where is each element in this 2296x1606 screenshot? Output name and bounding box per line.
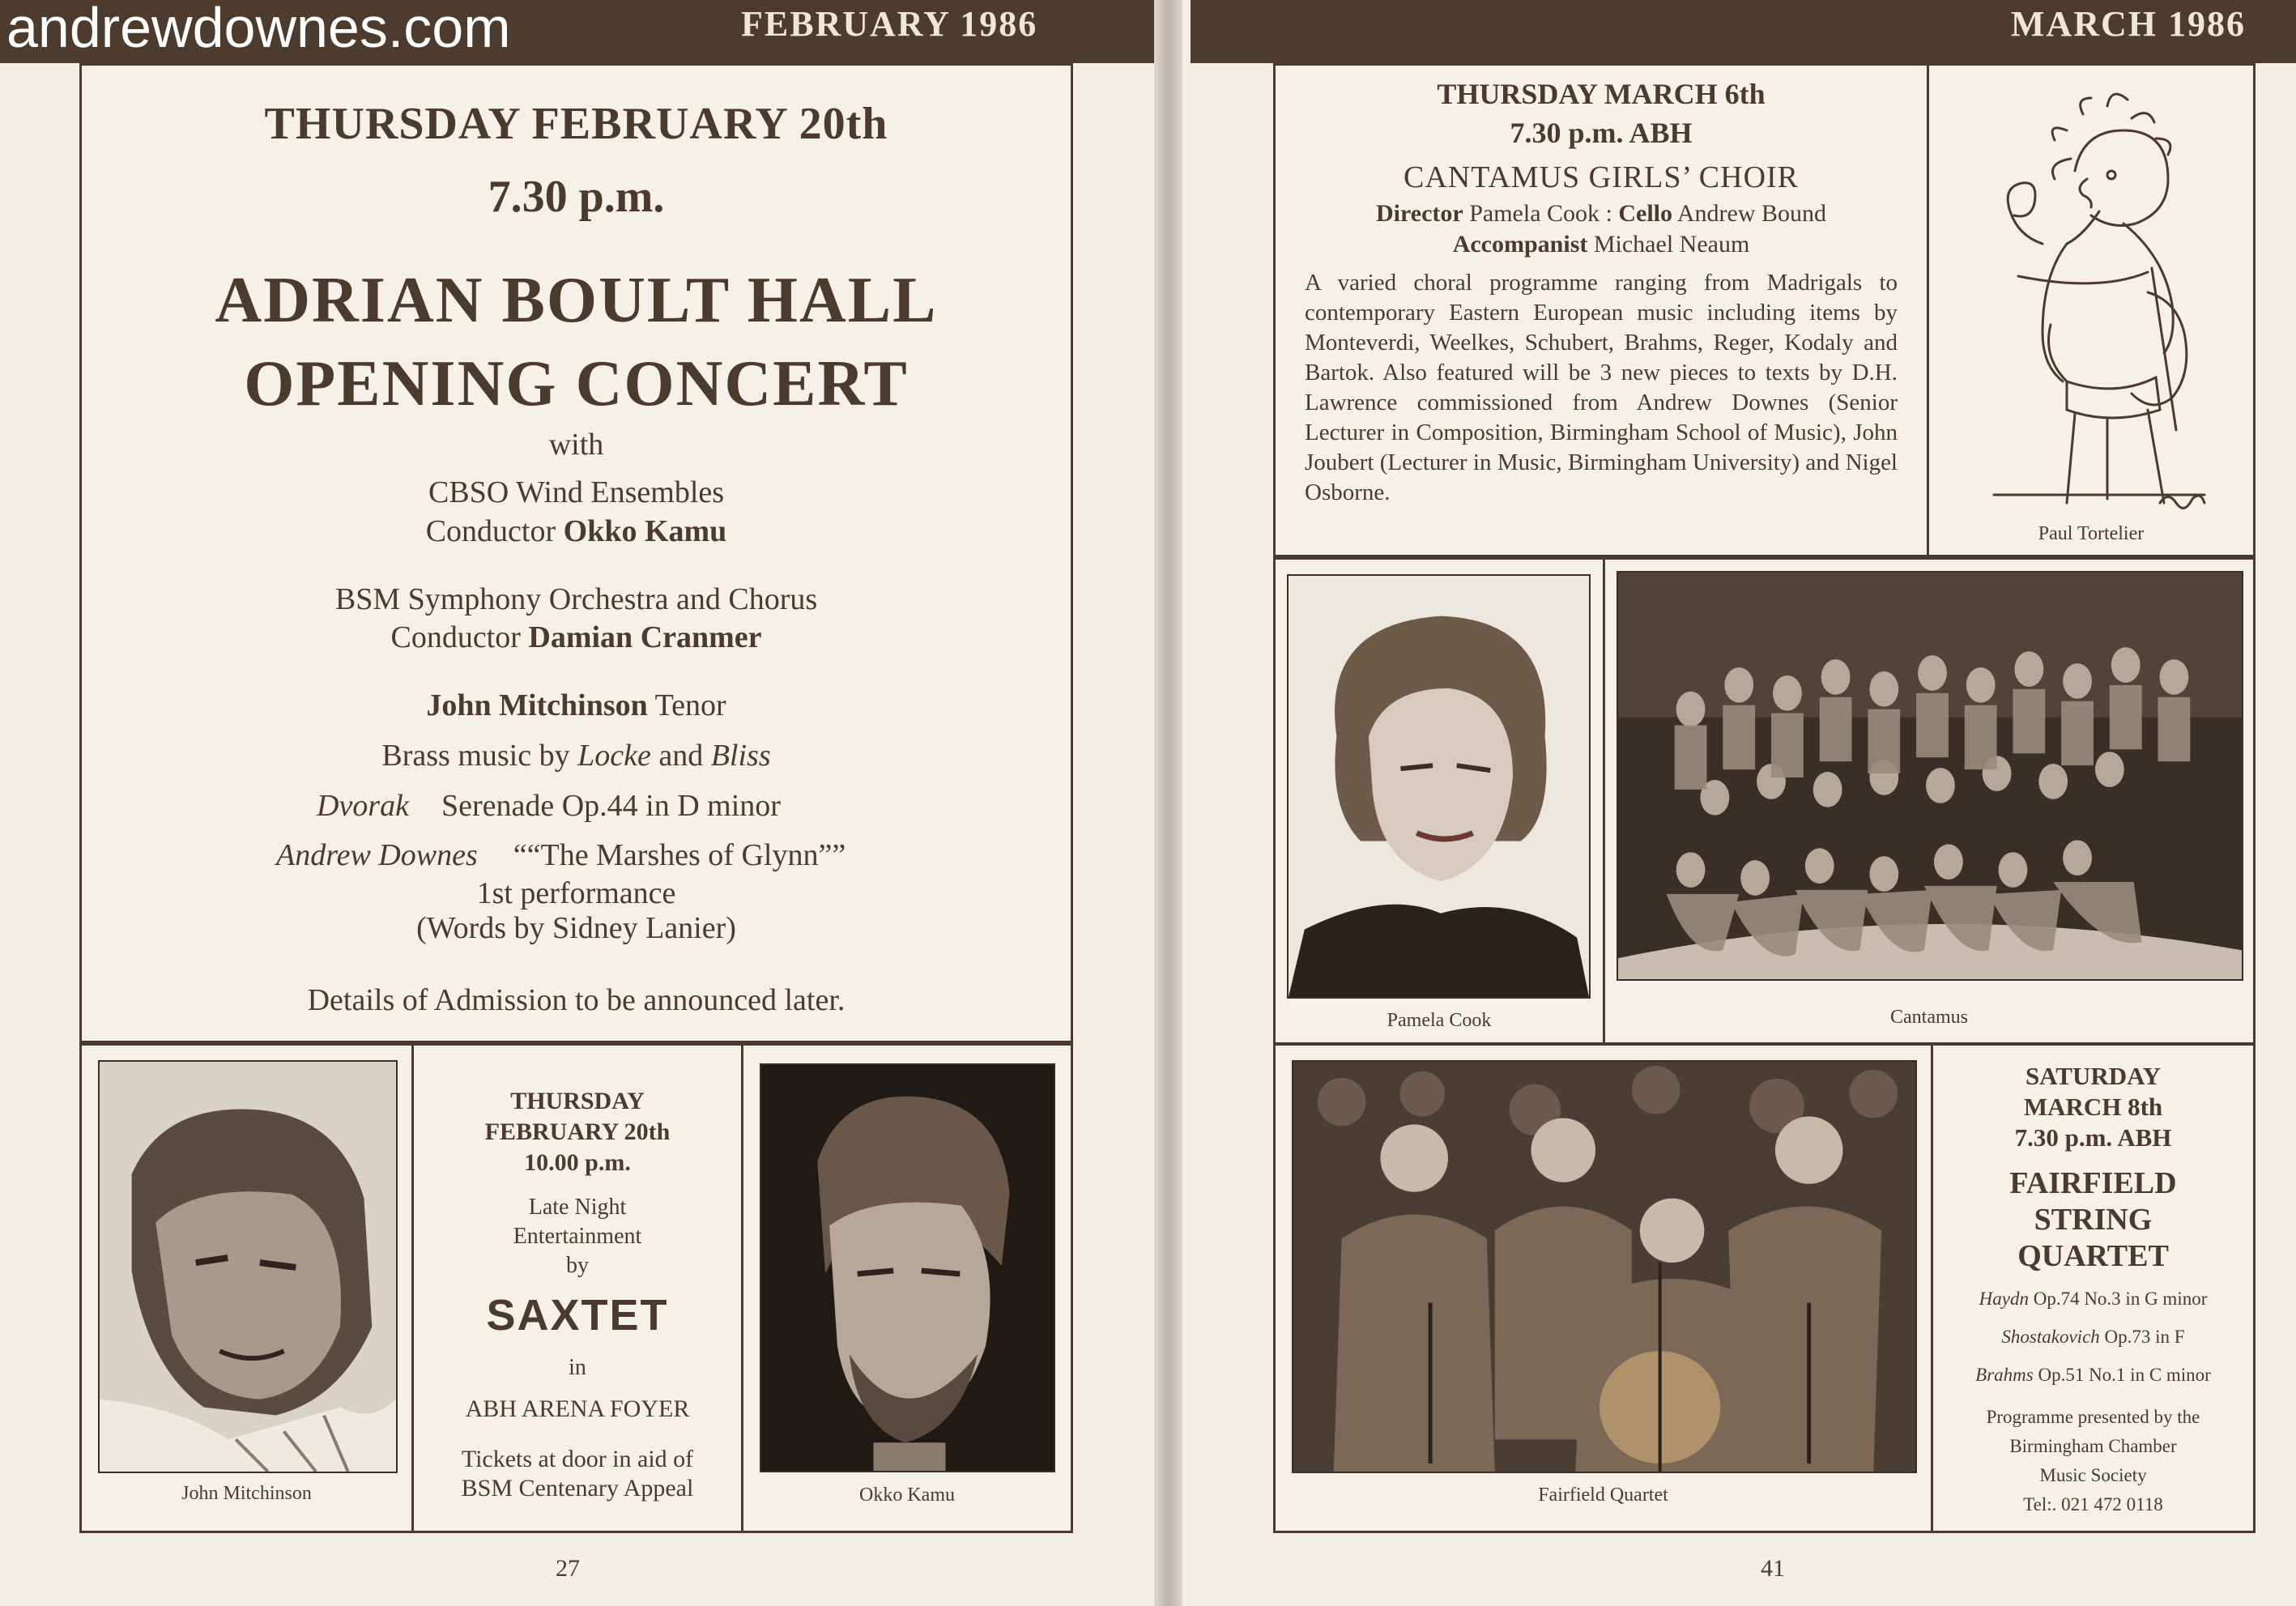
feb-conductor-line1 xyxy=(82,513,1071,549)
director-label: Director xyxy=(1375,200,1463,227)
brass-prefix: Brass music by xyxy=(381,739,578,773)
left-page-number: 27 xyxy=(556,1555,580,1582)
feb-title-line1: ADRIAN BOULT HALL xyxy=(215,265,938,336)
accompanist-label: Accompanist xyxy=(1452,231,1588,258)
pamela-cook-box xyxy=(1273,557,1605,1045)
conductor-label: Conductor xyxy=(390,620,529,654)
late-night-box xyxy=(411,1043,743,1533)
fairfield-name2: STRING xyxy=(2034,1203,2153,1237)
composer-shostakovich: Shostakovich xyxy=(2001,1327,2100,1347)
fairfield-presented3: Music Society xyxy=(2039,1465,2147,1485)
cantamus-box xyxy=(1273,63,1929,557)
feb-downes-line xyxy=(276,837,1071,873)
director-name: Pamela Cook : xyxy=(1463,200,1619,227)
fairfield-day: SATURDAY xyxy=(2025,1062,2162,1090)
feb-admission: Details of Admission to be announced later. xyxy=(307,983,846,1017)
cantamus-photo-box xyxy=(1603,557,2256,1045)
caption-fairfield-quartet: Fairfield Quartet xyxy=(1538,1485,1668,1506)
brass-and: and xyxy=(650,739,711,773)
page-gutter xyxy=(1154,0,1182,1606)
composer-downes: Andrew Downes xyxy=(276,838,478,872)
late-time: 10.00 p.m. xyxy=(524,1149,631,1176)
right-page-number: 41 xyxy=(1761,1555,1785,1582)
right-header-bar xyxy=(1191,0,2296,63)
late-line1: Late Night xyxy=(528,1195,627,1220)
composer-dvorak: Dvorak xyxy=(317,789,409,823)
cello-name: Andrew Bound xyxy=(1672,200,1827,227)
soloist-name: John Mitchinson xyxy=(426,688,648,722)
feb-ensemble1: CBSO Wind Ensembles xyxy=(428,475,725,509)
right-month: MARCH 1986 xyxy=(2010,4,2246,44)
feb-with: with xyxy=(548,428,604,462)
caption-cantamus: Cantamus xyxy=(1890,1007,1968,1028)
march-choir-accompanist xyxy=(1276,231,1927,258)
fairfield-presented1: Programme presented by the xyxy=(1986,1407,2200,1427)
mitchinson-photo-box xyxy=(79,1043,414,1533)
kamu-photo-box xyxy=(741,1043,1073,1533)
feb-title-line2: OPENING CONCERT xyxy=(244,348,909,420)
photo-okko-kamu xyxy=(760,1063,1055,1472)
feb-words: (Words by Sidney Lanier) xyxy=(416,911,736,945)
caption-okko-kamu: Okko Kamu xyxy=(859,1485,955,1506)
fairfield-name1: FAIRFIELD xyxy=(2009,1166,2177,1200)
work-brahms: Op.51 No.1 in C minor xyxy=(2033,1365,2211,1385)
march-choir-title: CANTAMUS GIRLS’ CHOIR xyxy=(1403,160,1800,194)
feb-brass-line xyxy=(82,738,1071,773)
fairfield-concert-box xyxy=(1931,1043,2256,1533)
late-venue: ABH ARENA FOYER xyxy=(465,1395,690,1422)
feb-time: 7.30 p.m. xyxy=(488,172,665,222)
late-date: FEBRUARY 20th xyxy=(484,1118,671,1145)
late-act-saxtet: SAXTET xyxy=(486,1291,669,1340)
feb-ensemble2: BSM Symphony Orchestra and Chorus xyxy=(334,582,818,616)
feb-performance: 1st performance xyxy=(476,876,676,910)
conductor-damian-cranmer: Damian Cranmer xyxy=(528,620,762,654)
fairfield-date: MARCH 8th xyxy=(2023,1093,2163,1121)
late-by: by xyxy=(566,1253,589,1278)
composer-bliss: Bliss xyxy=(710,739,771,773)
cello-label: Cello xyxy=(1618,200,1673,227)
caption-john-mitchinson: John Mitchinson xyxy=(181,1483,312,1504)
fairfield-presented2: Birmingham Chamber xyxy=(2009,1436,2177,1456)
watermark: andrewdownes.com xyxy=(6,0,511,59)
fairfield-name3: QUARTET xyxy=(2017,1239,2169,1273)
work-shostakovich: Op.73 in F xyxy=(2099,1327,2185,1347)
composer-haydn: Haydn xyxy=(1979,1289,2029,1309)
conductor-label: Conductor xyxy=(425,514,564,548)
caption-paul-tortelier: Paul Tortelier xyxy=(2038,523,2145,544)
photo-fairfield-quartet xyxy=(1292,1060,1917,1473)
photo-pamela-cook xyxy=(1287,574,1591,999)
tortelier-box xyxy=(1927,63,2256,557)
feb-conductor-line2 xyxy=(82,620,1071,655)
late-line2: Entertainment xyxy=(513,1224,642,1249)
feb-dvorak-line xyxy=(317,788,1071,824)
late-day: THURSDAY xyxy=(510,1088,645,1114)
caption-pamela-cook: Pamela Cook xyxy=(1387,1010,1492,1031)
fairfield-work-shostakovich xyxy=(1933,1327,2253,1348)
soloist-voice: Tenor xyxy=(647,688,726,722)
downes-work: ““The Marshes of Glynn”” xyxy=(513,838,846,872)
march-choir-personnel xyxy=(1276,200,1927,228)
march-choir-time: 7.30 p.m. ABH xyxy=(1510,117,1693,149)
late-in: in xyxy=(569,1355,586,1380)
fairfield-work-brahms xyxy=(1933,1365,2253,1386)
left-header-bar xyxy=(0,0,1154,63)
fairfield-work-haydn xyxy=(1933,1289,2253,1310)
fairfield-photo-box xyxy=(1273,1043,1933,1533)
late-tickets2: BSM Centenary Appeal xyxy=(461,1475,694,1502)
photo-cantamus xyxy=(1617,571,2243,981)
feb-date: THURSDAY FEBRUARY 20th xyxy=(264,99,888,149)
work-haydn: Op.74 No.3 in G minor xyxy=(2028,1289,2208,1309)
conductor-okko-kamu: Okko Kamu xyxy=(563,514,727,548)
composer-brahms: Brahms xyxy=(1975,1365,2034,1385)
accompanist-name: Michael Neaum xyxy=(1587,231,1750,258)
fairfield-tel: Tel:. 021 472 0118 xyxy=(2023,1494,2163,1514)
left-month: FEBRUARY 1986 xyxy=(741,4,1038,44)
feb-soloist-line xyxy=(82,688,1071,723)
dvorak-work: Serenade Op.44 in D minor xyxy=(441,789,781,823)
feb-concert-box xyxy=(79,63,1073,1043)
photo-john-mitchinson xyxy=(98,1060,398,1473)
march-choir-description: A varied choral programme ranging from Madrigals to contemporary Eastern European music including items by Monteverdi, Weelkes, Schubert, Brahms, Reger, Kodaly and Bartok. Also featured will be 3 new pieces to texts by D.H. Lawrence commissioned from Andrew Downes (Senior Lecturer in Composition, Birmingham School of Music), John Joubert (Lecturer in Music, Birmingham University) and Nigel Osborne. xyxy=(1305,270,1898,505)
composer-locke: Locke xyxy=(577,739,651,773)
fairfield-time: 7.30 p.m. ABH xyxy=(2014,1123,2172,1152)
sketch-paul-tortelier xyxy=(1962,82,2221,519)
late-tickets1: Tickets at door in aid of xyxy=(461,1446,694,1472)
march-choir-date: THURSDAY MARCH 6th xyxy=(1437,78,1766,110)
